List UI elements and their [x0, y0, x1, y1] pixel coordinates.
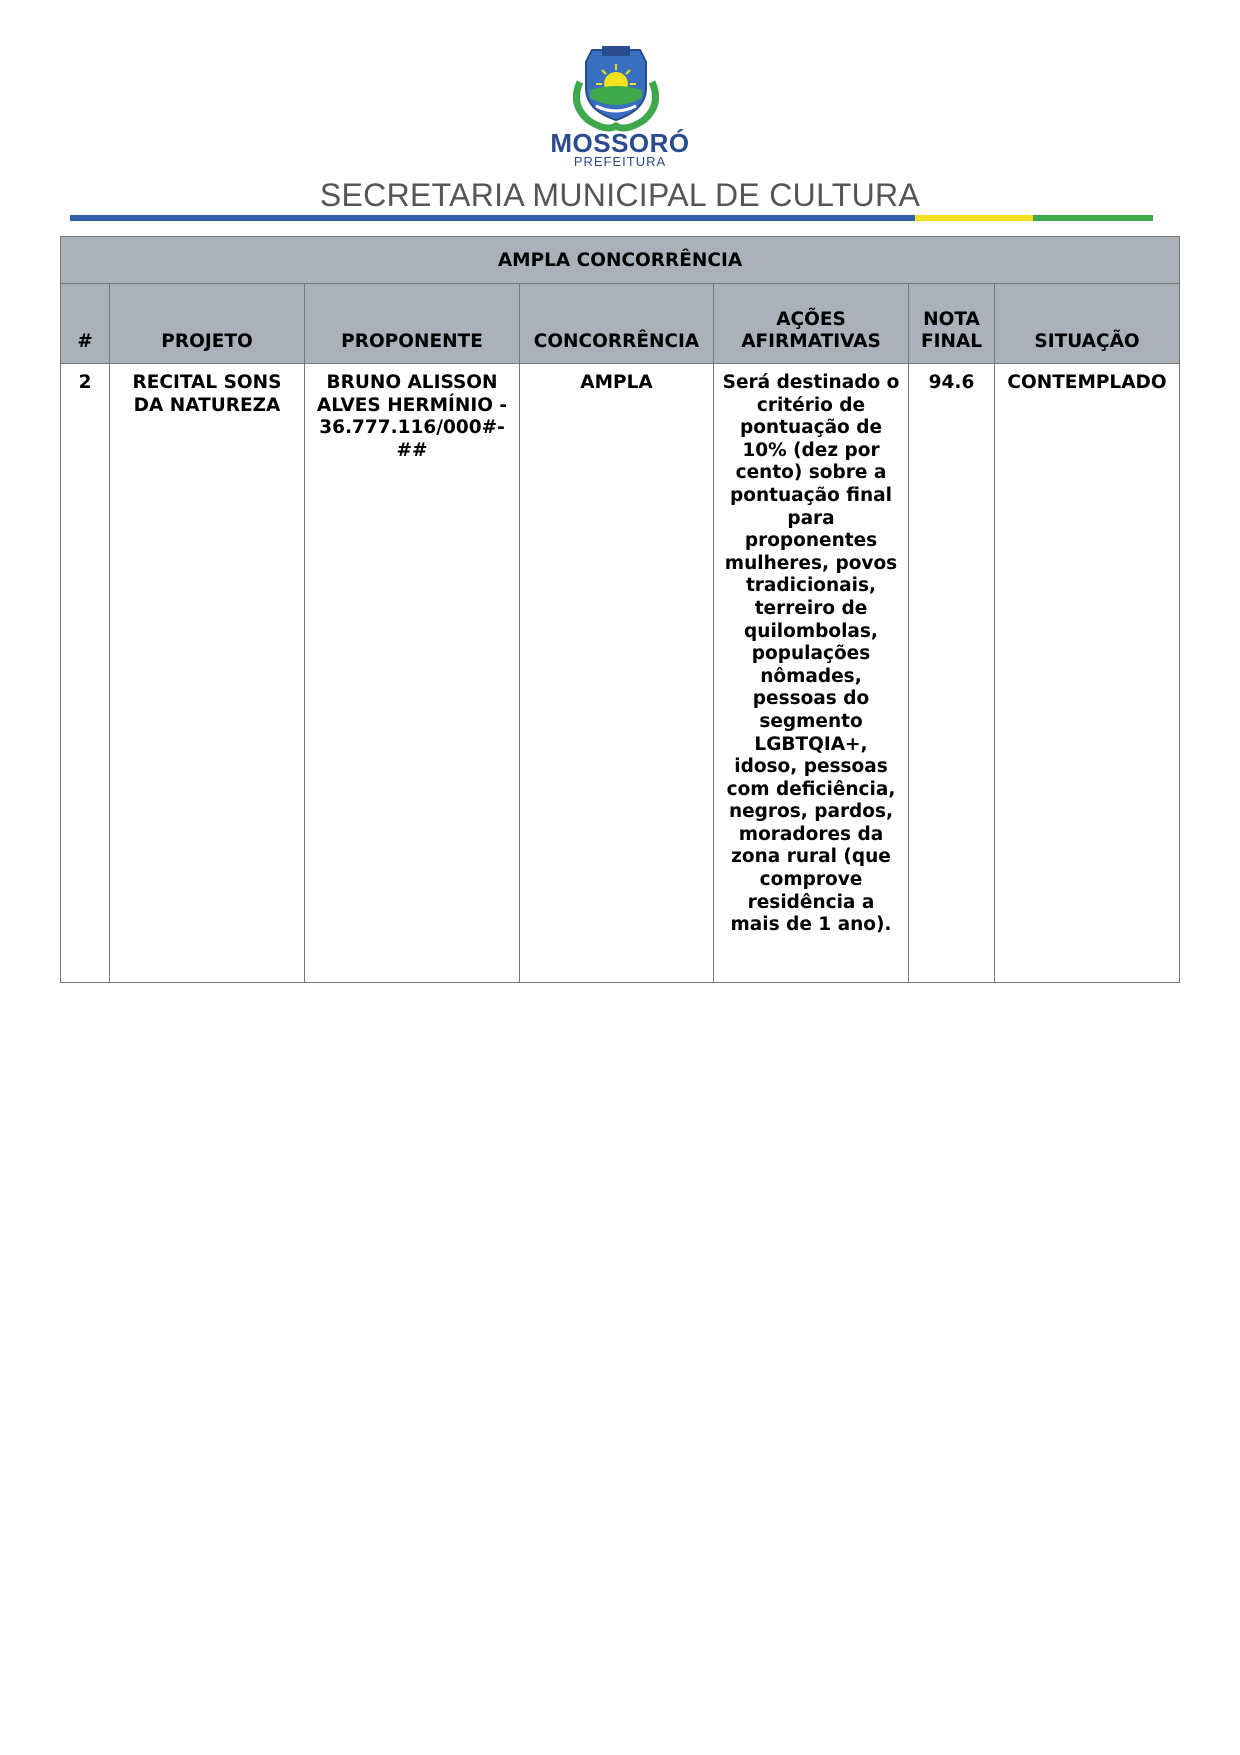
table-title-row [61, 237, 1180, 284]
cell-situacao: CONTEMPLADO [995, 364, 1180, 983]
page-header [0, 0, 1240, 225]
cell-acoes-afirmativas: Será destinado o critério de pontuação de 10% (dez por cento) sobre a pontuação final para proponentes mulheres, povos tradicionais, terreiro de quilombolas, populações nômades, pessoas do segmento LGBTQIA+, idoso, pessoas com deficiência, negros, pardos, moradores da zona rural (que comprove residência a mais de 1 ano). [714, 364, 909, 983]
cell-nota-final: 94.6 [909, 364, 995, 983]
column-header-nota-final: NOTA FINAL [909, 284, 995, 364]
column-header-concorrencia: CONCORRÊNCIA [520, 284, 714, 364]
table-row [61, 364, 1180, 983]
cell-number: 2 [61, 364, 110, 983]
column-header-projeto: PROJETO [110, 284, 305, 364]
stripe-yellow [915, 215, 1033, 221]
stripe-green [1033, 215, 1153, 221]
cell-concorrencia: AMPLA [520, 364, 714, 983]
municipal-crest-icon [566, 42, 666, 132]
column-header-situacao: SITUAÇÃO [995, 284, 1180, 364]
column-header-number: # [61, 284, 110, 364]
column-header-proponente: PROPONENTE [305, 284, 520, 364]
results-table [60, 236, 1180, 983]
cell-projeto: RECITAL SONS DA NATUREZA [110, 364, 305, 983]
department-title: SECRETARIA MUNICIPAL DE CULTURA [319, 177, 921, 213]
municipality-name: MOSSORÓ [550, 128, 690, 158]
table-header-row [61, 284, 1180, 364]
column-header-acoes-afirmativas: AÇÕES AFIRMATIVAS [714, 284, 909, 364]
cell-proponente: BRUNO ALISSON ALVES HERMÍNIO - 36.777.116/000#-## [305, 364, 520, 983]
municipality-subtitle: PREFEITURA [573, 154, 667, 169]
stripe-blue [70, 215, 915, 221]
table-title: AMPLA CONCORRÊNCIA [61, 237, 1180, 284]
